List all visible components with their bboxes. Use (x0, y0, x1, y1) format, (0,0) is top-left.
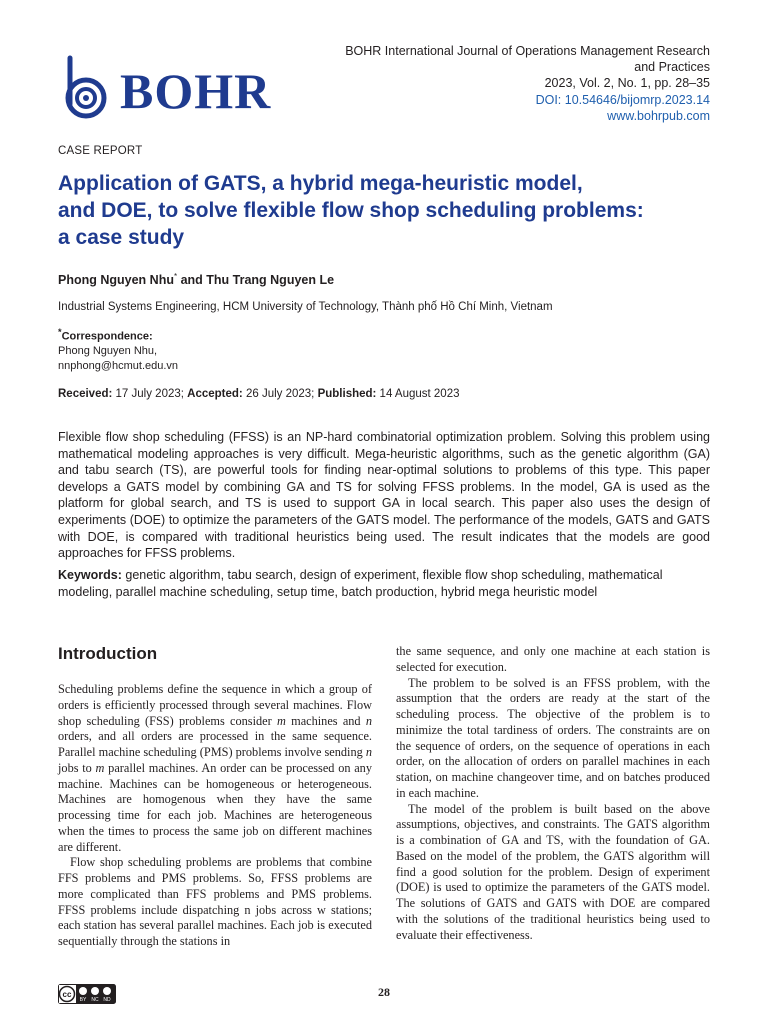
author-connector: and (177, 273, 207, 288)
author-list (58, 272, 334, 287)
title-line: Application of GATS, a hybrid mega-heuristic model, (58, 172, 583, 195)
article-type: CASE REPORT (58, 145, 143, 157)
keywords-text: genetic algorithm, tabu search, design of experiment, flexible flow shop scheduling, mathematical modeling, parallel machine scheduling, setup time, batch production, hybrid mega heuristic model (58, 568, 663, 599)
bohr-logo-icon (58, 52, 118, 124)
journal-name-line1: BOHR International Journal of Operations Management Research (345, 44, 710, 58)
nc-text: NC (91, 997, 99, 1003)
abstract: Flexible flow shop scheduling (FFSS) is an NP-hard combinatorial optimization problem. Solving this problem using mathematical modeling approaches is very difficult. Mega-heuristic algorithms, such as the genetic algorithm (GA) and tabu search (TS), are powerful tools for finding near-optimal solutions to problems of this type. This paper develops a GATS model by combining GA and TS for solving FFSS problems. In the model, GA is used as the platform for global search, and TS is used to support GA in local search. This paper also uses the design of experiments (DOE) to optimize the parameters of the GATS model. The performance of the models, GATS and GATS with DOE, is compared with traditional heuristics being used. The result indicates that the models are good approaches for FFSS problems. (58, 430, 710, 561)
correspondence (58, 325, 178, 373)
title-line: and DOE, to solve flexible flow shop scheduling problems: (58, 199, 644, 222)
by-text: BY (79, 997, 87, 1003)
accepted-date: 26 July 2023; (242, 388, 318, 400)
body-column-left (58, 682, 372, 950)
cc-text: cc (62, 990, 72, 999)
nd-text: ND (103, 997, 111, 1003)
section-heading-introduction: Introduction (58, 644, 158, 663)
journal-info (290, 43, 710, 124)
author-name: Phong Nguyen Nhu (58, 273, 174, 288)
correspondence-mark: * (58, 327, 62, 337)
journal-name-line2: and Practices (634, 60, 710, 75)
corresponding-mark: * (173, 272, 178, 281)
received-label: Received: (58, 388, 113, 400)
correspondence-name: Phong Nguyen Nhu, (58, 345, 158, 358)
paragraph: Scheduling problems define the sequence in which a group of orders is efficiently processed through several machines. Flow shop scheduling (FSS) problems consider m machines and n orders, and all orders are processed in the same sequence. Parallel machine scheduling (PMS) problems involve sending n jobs to m parallel machines. An order can be processed on any machine. Machines can be homogeneous or heterogeneous. Machines are homogenous when they have the same processing time for each job. Machines are heterogeneous when the times to process the same job on different machines are different. (58, 682, 372, 854)
received-date: 17 July 2023; (112, 388, 188, 400)
article-title (58, 170, 698, 251)
logo-text: BOHR (120, 63, 272, 119)
paragraph: The problem to be solved is an FFSS problem, with the assumption that the orders are ready at the start of the scheduling process. The objective of the problem is to minimize the total tardiness of orders. The constraints are on the sequence of orders, on the sequence of operations in each order, on the allocation of orders on parallel machines in each station, on machine changeover time, and on batches produced in each machine. (396, 675, 710, 800)
bohr-logo (58, 52, 298, 124)
page-number: 28 (378, 985, 390, 999)
keywords (58, 567, 710, 600)
paragraph-continued: the same sequence, and only one machine at each station is selected for execution. (396, 644, 710, 674)
correspondence-heading: *Correspondence: (58, 327, 153, 343)
paragraph: The model of the problem is built based on the above assumptions, objectives, and constraints. The GATS algorithm is a combination of GA and TS, with the foundation of GA. Based on the model of the problem, the GATS algorithm will find a good solution for the problem. Design of experiment (DOE) is used to optimize the parameters of the GATS model. The solutions of GATS and GATS with DOE are compared with the solutions of the traditional heuristics being used to evaluate their effectiveness. (396, 801, 710, 942)
paragraph: Flow shop scheduling problems are problems that combine FFS problems and PMS problems. So, FFSS problems are more complicated than FFS problems and PMS problems. FFSS problems include dispatching n jobs across w stations; each station has several parallel machines. Each job is executed sequentially through the stations in (58, 855, 372, 948)
affiliation: Industrial Systems Engineering, HCM University of Technology, Thành phố Hồ Chí Minh, Vietnam (58, 301, 553, 313)
correspondence-email[interactable]: nnphong@hcmut.edu.vn (58, 359, 179, 372)
accepted-label: Accepted: (187, 388, 243, 400)
body-column-right (396, 644, 710, 943)
published-date: 14 August 2023 (376, 388, 460, 400)
published-label: Published: (317, 388, 377, 400)
author-name: Thu Trang Nguyen Le (206, 273, 335, 288)
title-line: a case study (58, 226, 185, 249)
article-dates (58, 388, 460, 400)
website-link[interactable]: www.bohrpub.com (607, 108, 710, 123)
journal-volume: 2023, Vol. 2, No. 1, pp. 28–35 (544, 76, 710, 91)
doi-link[interactable]: DOI: 10.54646/bijomrp.2023.14 (535, 92, 710, 107)
keywords-label: Keywords: (58, 568, 122, 582)
